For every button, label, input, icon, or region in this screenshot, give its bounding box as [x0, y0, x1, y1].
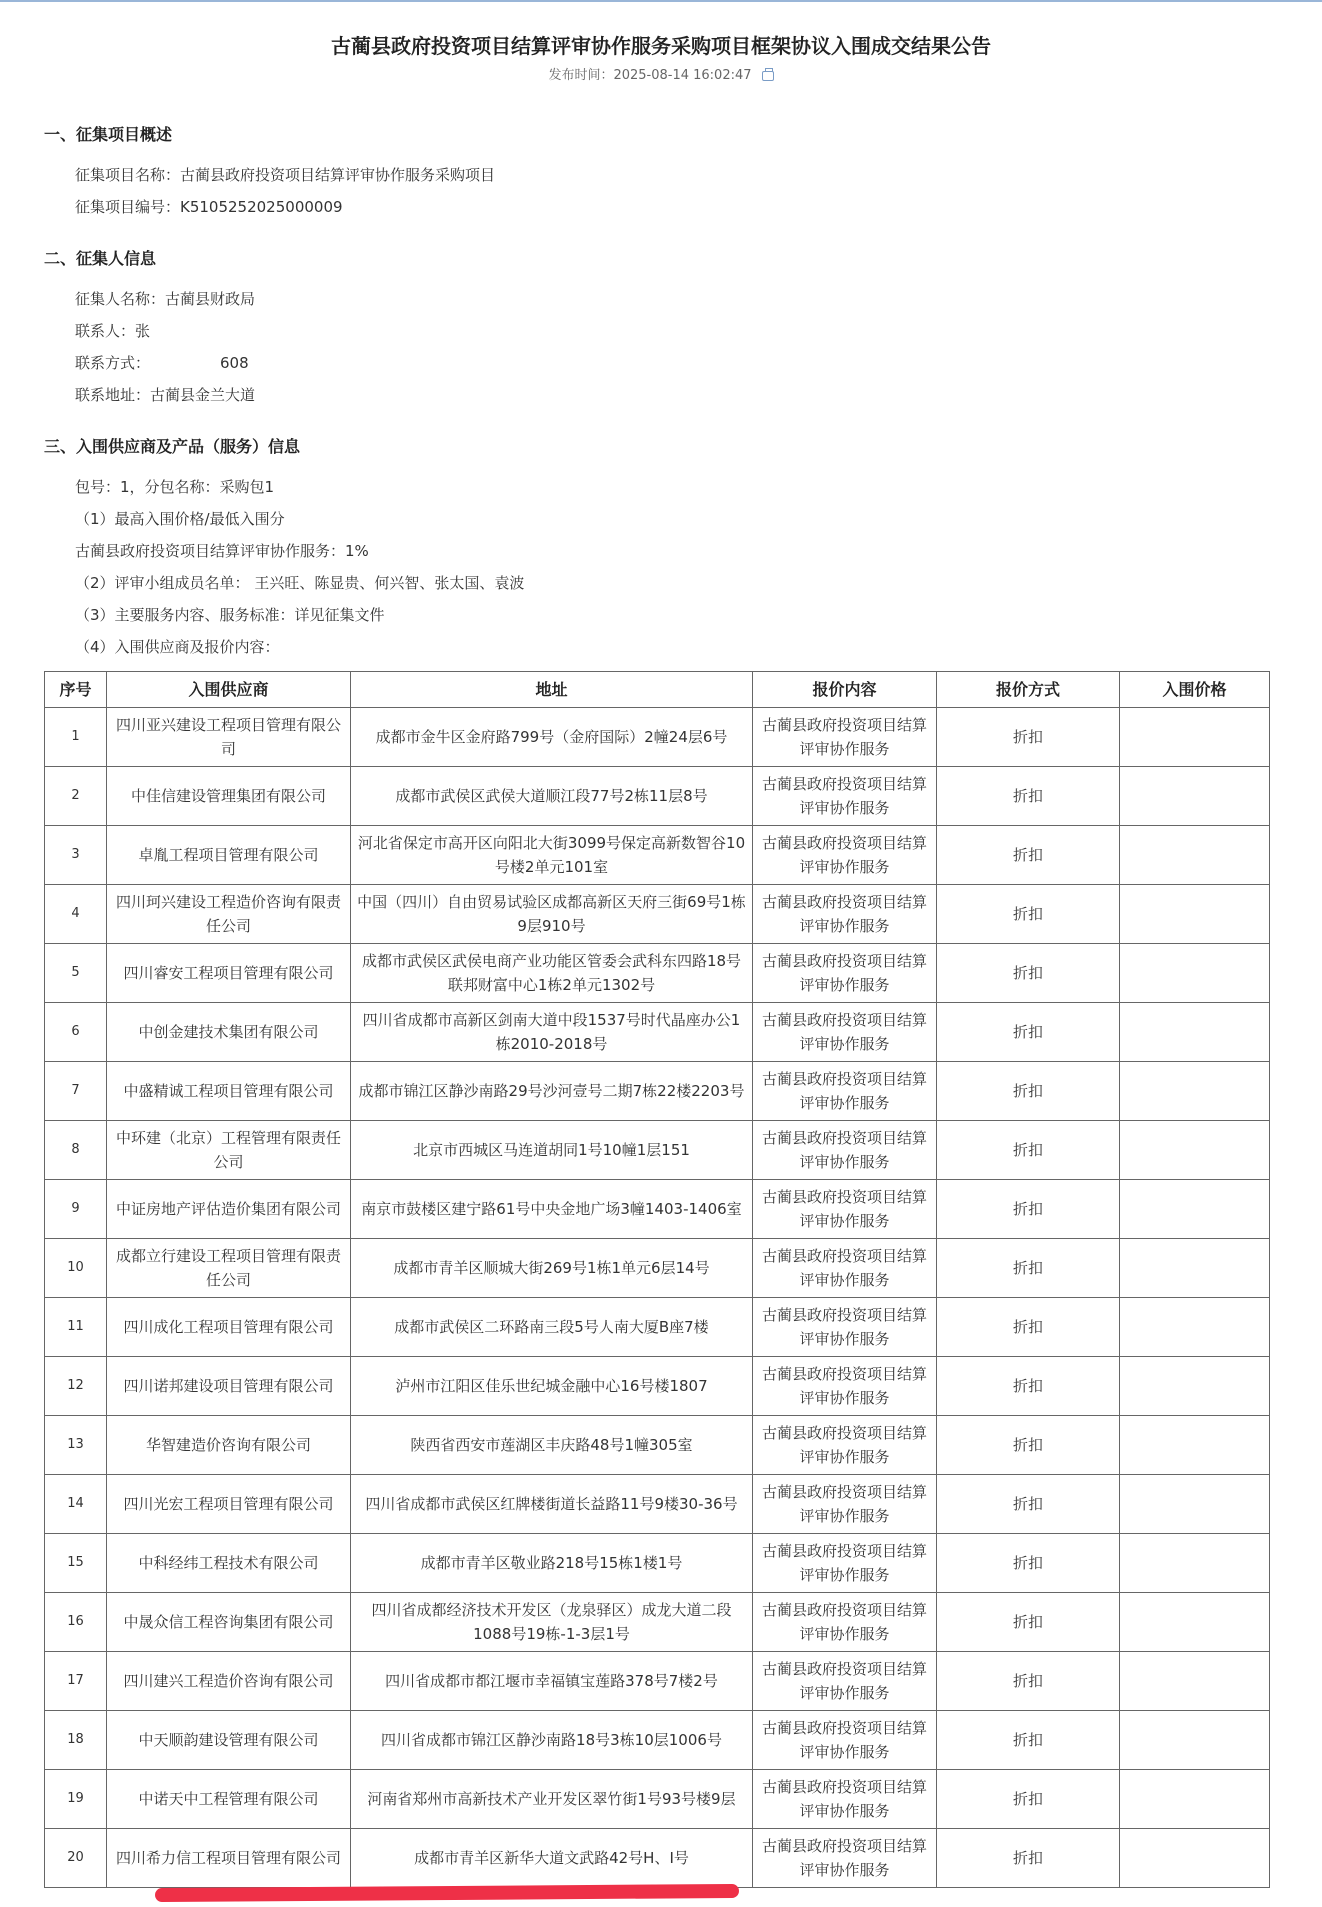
cell-address: 成都市武侯区二环路南三段5号人南大厦B座7楼 [351, 1298, 753, 1357]
col-header-supplier: 入围供应商 [107, 672, 351, 708]
cell-no: 9 [45, 1180, 107, 1239]
cell-no: 1 [45, 708, 107, 767]
cell-no: 19 [45, 1770, 107, 1829]
cell-address: 四川省成都市武侯区红牌楼街道长益路11号9楼30-36号 [351, 1475, 753, 1534]
cell-content: 古蔺县政府投资项目结算评审协作服务 [753, 885, 937, 944]
cell-address: 河南省郑州市高新技术产业开发区翠竹街1号93号楼9层 [351, 1770, 753, 1829]
cell-supplier: 四川光宏工程项目管理有限公司 [107, 1475, 351, 1534]
cell-supplier: 中晟众信工程咨询集团有限公司 [107, 1593, 351, 1652]
cell-content: 古蔺县政府投资项目结算评审协作服务 [753, 1534, 937, 1593]
cell-no: 16 [45, 1593, 107, 1652]
cell-price [1120, 1770, 1270, 1829]
cell-content: 古蔺县政府投资项目结算评审协作服务 [753, 1416, 937, 1475]
cell-method: 折扣 [937, 1711, 1120, 1770]
cell-method: 折扣 [937, 1357, 1120, 1416]
section-heading-overview: 一、征集项目概述 [44, 125, 173, 144]
cell-method: 折扣 [937, 885, 1120, 944]
cell-method: 折扣 [937, 767, 1120, 826]
cell-supplier: 中盛精诚工程项目管理有限公司 [107, 1062, 351, 1121]
table-row [45, 1062, 1270, 1121]
cell-content: 古蔺县政府投资项目结算评审协作服务 [753, 708, 937, 767]
cell-method: 折扣 [937, 1475, 1120, 1534]
table-row [45, 1121, 1270, 1180]
cell-price [1120, 1652, 1270, 1711]
cell-no: 17 [45, 1652, 107, 1711]
cell-content: 古蔺县政府投资项目结算评审协作服务 [753, 1239, 937, 1298]
cell-no: 5 [45, 944, 107, 1003]
table-row [45, 1711, 1270, 1770]
cell-price [1120, 1475, 1270, 1534]
table-header-row [45, 672, 1270, 708]
info-line-2: 古蔺县政府投资项目结算评审协作服务：1% [75, 542, 369, 560]
cell-content: 古蔺县政府投资项目结算评审协作服务 [753, 1652, 937, 1711]
cell-address: 四川省成都市都江堰市幸福镇宝莲路378号7楼2号 [351, 1652, 753, 1711]
table-row [45, 708, 1270, 767]
cell-price [1120, 1593, 1270, 1652]
cell-address: 成都市锦江区静沙南路29号沙河壹号二期7栋22楼2203号 [351, 1062, 753, 1121]
cell-address: 陕西省西安市莲湖区丰庆路48号1幢305室 [351, 1416, 753, 1475]
cell-no: 18 [45, 1711, 107, 1770]
table-row [45, 1652, 1270, 1711]
print-icon[interactable] [762, 71, 774, 81]
cell-price [1120, 1062, 1270, 1121]
cell-content: 古蔺县政府投资项目结算评审协作服务 [753, 1770, 937, 1829]
cell-price [1120, 826, 1270, 885]
cell-content: 古蔺县政府投资项目结算评审协作服务 [753, 826, 937, 885]
cell-address: 河北省保定市高开区向阳北大街3099号保定高新数智谷10号楼2单元101室 [351, 826, 753, 885]
cell-method: 折扣 [937, 1298, 1120, 1357]
col-header-method: 报价方式 [937, 672, 1120, 708]
cell-method: 折扣 [937, 1180, 1120, 1239]
cell-supplier: 中创金建技术集团有限公司 [107, 1003, 351, 1062]
cell-method: 折扣 [937, 1534, 1120, 1593]
cell-content: 古蔺县政府投资项目结算评审协作服务 [753, 944, 937, 1003]
cell-no: 14 [45, 1475, 107, 1534]
table-row [45, 944, 1270, 1003]
top-border [0, 0, 1322, 2]
cell-no: 8 [45, 1121, 107, 1180]
cell-supplier: 华智建造价咨询有限公司 [107, 1416, 351, 1475]
cell-content: 古蔺县政府投资项目结算评审协作服务 [753, 1121, 937, 1180]
cell-no: 10 [45, 1239, 107, 1298]
cell-supplier: 四川睿安工程项目管理有限公司 [107, 944, 351, 1003]
cell-supplier: 四川成化工程项目管理有限公司 [107, 1298, 351, 1357]
cell-method: 折扣 [937, 1770, 1120, 1829]
table-row [45, 1003, 1270, 1062]
table-row [45, 1357, 1270, 1416]
cell-method: 折扣 [937, 1003, 1120, 1062]
col-header-price: 入围价格 [1120, 672, 1270, 708]
cell-price [1120, 1534, 1270, 1593]
cell-price [1120, 1180, 1270, 1239]
cell-method: 折扣 [937, 826, 1120, 885]
cell-content: 古蔺县政府投资项目结算评审协作服务 [753, 1062, 937, 1121]
cell-address: 四川省成都市锦江区静沙南路18号3栋10层1006号 [351, 1711, 753, 1770]
table-row [45, 826, 1270, 885]
cell-content: 古蔺县政府投资项目结算评审协作服务 [753, 767, 937, 826]
cell-content: 古蔺县政府投资项目结算评审协作服务 [753, 1475, 937, 1534]
cell-price [1120, 1239, 1270, 1298]
cell-price [1120, 767, 1270, 826]
table-row [45, 885, 1270, 944]
cell-content: 古蔺县政府投资项目结算评审协作服务 [753, 1829, 937, 1888]
collector-name: 征集人名称：古蔺县财政局 [75, 290, 256, 308]
cell-supplier: 四川希力信工程项目管理有限公司 [107, 1829, 351, 1888]
cell-no: 7 [45, 1062, 107, 1121]
table-row [45, 1593, 1270, 1652]
table-row [45, 1298, 1270, 1357]
contact-person [75, 320, 150, 341]
cell-price [1120, 1003, 1270, 1062]
cell-supplier: 成都立行建设工程项目管理有限责任公司 [107, 1239, 351, 1298]
cell-method: 折扣 [937, 1829, 1120, 1888]
cell-address: 成都市武侯区武侯大道顺江段77号2栋11层8号 [351, 767, 753, 826]
publish-time-text: 发布时间：2025-08-14 16:02:47 [548, 68, 752, 83]
package-info: 包号：1，分包名称：采购包1 [75, 478, 275, 496]
col-header-address: 地址 [351, 672, 753, 708]
cell-content: 古蔺县政府投资项目结算评审协作服务 [753, 1711, 937, 1770]
cell-price [1120, 1416, 1270, 1475]
cell-supplier: 中诺天中工程管理有限公司 [107, 1770, 351, 1829]
page-title: 古蔺县政府投资项目结算评审协作服务采购项目框架协议入围成交结果公告 [331, 34, 991, 58]
phone-label: 联系方式： [75, 354, 151, 372]
cell-price [1120, 1711, 1270, 1770]
publish-time [0, 64, 1322, 83]
cell-price [1120, 1298, 1270, 1357]
cell-address: 四川省成都市高新区剑南大道中段1537号时代晶座办公1栋2010-2018号 [351, 1003, 753, 1062]
cell-content: 古蔺县政府投资项目结算评审协作服务 [753, 1593, 937, 1652]
cell-address: 成都市武侯区武侯电商产业功能区管委会武科东四路18号联邦财富中心1栋2单元1302号 [351, 944, 753, 1003]
red-marker-scribble [155, 1884, 739, 1902]
cell-address: 成都市金牛区金府路799号（金府国际）2幢24层6号 [351, 708, 753, 767]
section-heading-collector: 二、征集人信息 [44, 249, 157, 268]
cell-price [1120, 1121, 1270, 1180]
cell-no: 4 [45, 885, 107, 944]
cell-supplier: 四川亚兴建设工程项目管理有限公司 [107, 708, 351, 767]
project-name: 征集项目名称：古蔺县政府投资项目结算评审协作服务采购项目 [75, 166, 496, 184]
table-body [45, 708, 1270, 1888]
cell-address: 四川省成都经济技术开发区（龙泉驿区）成龙大道二段1088号19栋-1-3层1号 [351, 1593, 753, 1652]
cell-no: 2 [45, 767, 107, 826]
info-line-3: （2）评审小组成员名单： 王兴旺、陈显贵、何兴智、张太国、袁波 [75, 574, 525, 592]
table-row [45, 1416, 1270, 1475]
cell-no: 13 [45, 1416, 107, 1475]
cell-method: 折扣 [937, 1652, 1120, 1711]
cell-address: 南京市鼓楼区建宁路61号中央金地广场3幢1403-1406室 [351, 1180, 753, 1239]
cell-supplier: 中科经纬工程技术有限公司 [107, 1534, 351, 1593]
cell-address: 泸州市江阳区佳乐世纪城金融中心16号楼1807 [351, 1357, 753, 1416]
cell-address: 中国（四川）自由贸易试验区成都高新区天府三街69号1栋9层910号 [351, 885, 753, 944]
table-row [45, 1770, 1270, 1829]
info-line-4: （3）主要服务内容、服务标准：详见征集文件 [75, 606, 385, 624]
contact-value: 张 [135, 322, 151, 340]
section-heading-suppliers: 三、入围供应商及产品（服务）信息 [44, 437, 301, 456]
table-row [45, 767, 1270, 826]
cell-supplier: 中天顺韵建设管理有限公司 [107, 1711, 351, 1770]
cell-method: 折扣 [937, 708, 1120, 767]
cell-supplier: 四川诺邦建设项目管理有限公司 [107, 1357, 351, 1416]
cell-supplier: 卓胤工程项目管理有限公司 [107, 826, 351, 885]
col-header-no: 序号 [45, 672, 107, 708]
cell-no: 15 [45, 1534, 107, 1593]
cell-method: 折扣 [937, 1062, 1120, 1121]
contact-address: 联系地址：古蔺县金兰大道 [75, 386, 256, 404]
contact-label: 联系人： [75, 322, 136, 340]
cell-supplier: 中环建（北京）工程管理有限责任公司 [107, 1121, 351, 1180]
table-row [45, 1239, 1270, 1298]
phone-value: 608 [220, 354, 249, 372]
cell-supplier: 中证房地产评估造价集团有限公司 [107, 1180, 351, 1239]
cell-method: 折扣 [937, 1121, 1120, 1180]
cell-price [1120, 944, 1270, 1003]
table-row [45, 1829, 1270, 1888]
cell-price [1120, 1357, 1270, 1416]
table-row [45, 1534, 1270, 1593]
cell-no: 6 [45, 1003, 107, 1062]
cell-no: 12 [45, 1357, 107, 1416]
cell-price [1120, 708, 1270, 767]
cell-no: 11 [45, 1298, 107, 1357]
cell-price [1120, 885, 1270, 944]
info-line-1: （1）最高入围价格/最低入围分 [75, 510, 285, 528]
cell-method: 折扣 [937, 944, 1120, 1003]
cell-supplier: 中佳信建设管理集团有限公司 [107, 767, 351, 826]
cell-address: 成都市青羊区敬业路218号15栋1楼1号 [351, 1534, 753, 1593]
cell-content: 古蔺县政府投资项目结算评审协作服务 [753, 1357, 937, 1416]
col-header-content: 报价内容 [753, 672, 937, 708]
project-code: 征集项目编号：K5105252025000009 [75, 198, 343, 216]
contact-phone [75, 352, 249, 373]
cell-supplier: 四川珂兴建设工程造价咨询有限责任公司 [107, 885, 351, 944]
table-row [45, 1180, 1270, 1239]
table-row [45, 1475, 1270, 1534]
cell-address: 成都市青羊区顺城大街269号1栋1单元6层14号 [351, 1239, 753, 1298]
cell-content: 古蔺县政府投资项目结算评审协作服务 [753, 1298, 937, 1357]
info-line-5: （4）入围供应商及报价内容： [75, 638, 280, 656]
cell-no: 3 [45, 826, 107, 885]
cell-price [1120, 1829, 1270, 1888]
cell-address: 北京市西城区马连道胡同1号10幢1层151 [351, 1121, 753, 1180]
supplier-table [44, 671, 1270, 1888]
cell-method: 折扣 [937, 1593, 1120, 1652]
cell-supplier: 四川建兴工程造价咨询有限公司 [107, 1652, 351, 1711]
cell-content: 古蔺县政府投资项目结算评审协作服务 [753, 1180, 937, 1239]
cell-address: 成都市青羊区新华大道文武路42号H、I号 [351, 1829, 753, 1888]
cell-method: 折扣 [937, 1416, 1120, 1475]
cell-no: 20 [45, 1829, 107, 1888]
cell-content: 古蔺县政府投资项目结算评审协作服务 [753, 1003, 937, 1062]
cell-method: 折扣 [937, 1239, 1120, 1298]
